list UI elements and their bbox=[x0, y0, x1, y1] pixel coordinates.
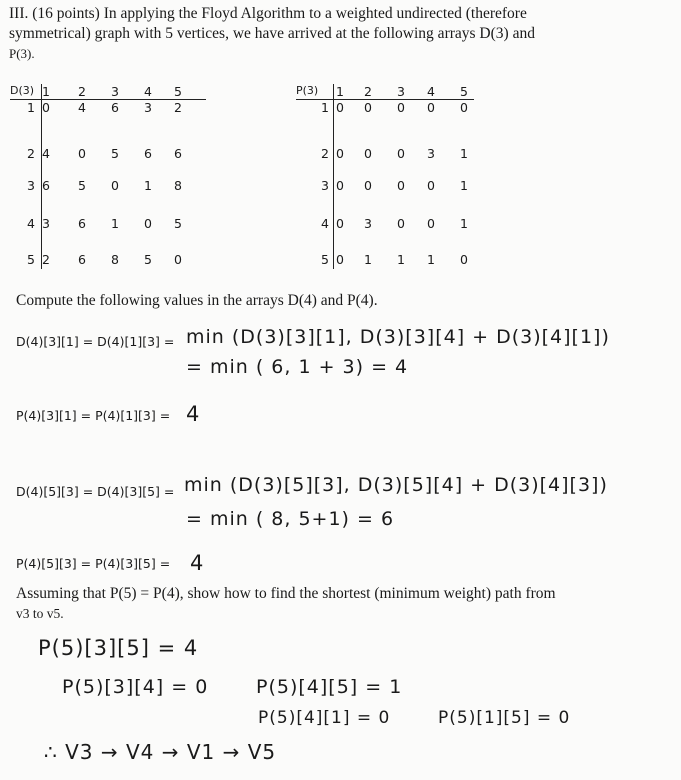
p3-cell: 0 bbox=[460, 252, 468, 267]
p3-col-header: 1 bbox=[336, 84, 344, 99]
p3-cell: 1 bbox=[460, 178, 468, 193]
p3-row-index: 1 bbox=[321, 100, 329, 115]
p3-cell: 1 bbox=[397, 252, 405, 267]
d4-3-1-label: D(4)[3][1] = D(4)[1][3] = bbox=[16, 334, 175, 349]
d3-cell: 3 bbox=[144, 100, 152, 115]
d3-cell: 0 bbox=[174, 252, 182, 267]
d4-5-3-work-2: = min ( 8, 5+1) = 6 bbox=[186, 508, 395, 530]
d3-cell: 6 bbox=[78, 216, 86, 231]
d3-cell: 6 bbox=[144, 146, 152, 161]
path-line-2a: P(5)[3][4] = 0 bbox=[62, 676, 209, 698]
d3-cell: 6 bbox=[42, 178, 50, 193]
d3-col-header: 3 bbox=[111, 84, 119, 99]
p3-col-header: 5 bbox=[460, 84, 468, 99]
d3-cell: 0 bbox=[78, 146, 86, 161]
d3-cell: 5 bbox=[78, 178, 86, 193]
p3-row-index: 3 bbox=[321, 178, 329, 193]
d3-row-index: 5 bbox=[27, 252, 35, 267]
d3-cell: 0 bbox=[144, 216, 152, 231]
p3-cell: 0 bbox=[397, 100, 405, 115]
p3-row-index: 2 bbox=[321, 146, 329, 161]
d3-cell: 2 bbox=[174, 100, 182, 115]
d4-3-1-work-1: min (D(3)[3][1], D(3)[3][4] + D(3)[4][1]) bbox=[186, 326, 610, 348]
question-line-2: symmetrical) graph with 5 vertices, we have arrived at the following arrays D(3) and bbox=[9, 25, 535, 42]
p3-cell: 0 bbox=[336, 216, 344, 231]
p3-cell: 1 bbox=[364, 252, 372, 267]
d3-cell: 1 bbox=[144, 178, 152, 193]
d3-col-header: 2 bbox=[78, 84, 86, 99]
p3-row-index: 5 bbox=[321, 252, 329, 267]
d3-cell: 8 bbox=[174, 178, 182, 193]
path-conclusion: ∴ V3 → V4 → V1 → V5 bbox=[44, 740, 277, 764]
d3-cell: 3 bbox=[42, 216, 50, 231]
d3-row-index: 4 bbox=[27, 216, 35, 231]
path-line-1: P(5)[3][5] = 4 bbox=[38, 636, 199, 660]
d3-cell: 0 bbox=[42, 100, 50, 115]
p3-row-index: 4 bbox=[321, 216, 329, 231]
d3-cell: 6 bbox=[78, 252, 86, 267]
p3-cell: 0 bbox=[427, 178, 435, 193]
p3-cell: 0 bbox=[427, 216, 435, 231]
d3-cell: 6 bbox=[174, 146, 182, 161]
p3-col-header: 2 bbox=[364, 84, 372, 99]
d3-cell: 5 bbox=[144, 252, 152, 267]
p3-cell: 0 bbox=[364, 146, 372, 161]
p3-cell: 3 bbox=[364, 216, 372, 231]
assume-line-1: Assuming that P(5) = P(4), show how to find the shortest (minimum weight) path from bbox=[16, 585, 556, 602]
p3-col-header: 3 bbox=[397, 84, 405, 99]
p3-cell: 1 bbox=[427, 252, 435, 267]
p3-cell: 0 bbox=[336, 252, 344, 267]
p3-cell: 0 bbox=[364, 100, 372, 115]
path-line-2b: P(5)[4][5] = 1 bbox=[256, 676, 403, 698]
p4-5-3-label: P(4)[5][3] = P(4)[3][5] = bbox=[16, 556, 171, 571]
p3-cell: 0 bbox=[397, 216, 405, 231]
matrix-d3-label: D(3) bbox=[10, 84, 35, 97]
p4-3-1-label: P(4)[3][1] = P(4)[1][3] = bbox=[16, 408, 171, 423]
p3-cell: 0 bbox=[336, 100, 344, 115]
d3-cell: 0 bbox=[111, 178, 119, 193]
p3-cell: 0 bbox=[336, 178, 344, 193]
d3-col-header: 1 bbox=[42, 84, 50, 99]
p3-cell: 0 bbox=[397, 178, 405, 193]
d3-cell: 4 bbox=[42, 146, 50, 161]
p4-5-3-value: 4 bbox=[190, 551, 205, 575]
d4-5-3-label: D(4)[5][3] = D(4)[3][5] = bbox=[16, 484, 175, 499]
p3-cell: 0 bbox=[336, 146, 344, 161]
question-line-3: P(3). bbox=[9, 46, 35, 61]
p3-cell: 3 bbox=[427, 146, 435, 161]
p3-col-header: 4 bbox=[427, 84, 435, 99]
d3-cell: 6 bbox=[111, 100, 119, 115]
d4-5-3-work-1: min (D(3)[5][3], D(3)[5][4] + D(3)[4][3]) bbox=[184, 474, 608, 496]
matrix-d3 bbox=[10, 84, 210, 274]
d3-row-index: 1 bbox=[27, 100, 35, 115]
matrix-p3-label: P(3) bbox=[296, 84, 319, 97]
d3-cell: 2 bbox=[42, 252, 50, 267]
path-line-3a: P(5)[4][1] = 0 bbox=[258, 708, 391, 728]
question-line-1: III. (16 points) In applying the Floyd Algorithm to a weighted undirected (therefore bbox=[9, 5, 527, 22]
p3-cell: 0 bbox=[364, 178, 372, 193]
path-line-3b: P(5)[1][5] = 0 bbox=[438, 708, 571, 728]
d3-col-header: 5 bbox=[174, 84, 182, 99]
d3-cell: 5 bbox=[111, 146, 119, 161]
d3-cell: 8 bbox=[111, 252, 119, 267]
d3-cell: 5 bbox=[174, 216, 182, 231]
p3-cell: 0 bbox=[397, 146, 405, 161]
compute-instruction: Compute the following values in the arrays D(4) and P(4). bbox=[16, 292, 378, 309]
d3-cell: 1 bbox=[111, 216, 119, 231]
matrix-p3 bbox=[296, 84, 486, 274]
assume-line-2: v3 to v5. bbox=[16, 606, 64, 621]
d3-row-index: 3 bbox=[27, 178, 35, 193]
d3-row-index: 2 bbox=[27, 146, 35, 161]
d3-col-header: 4 bbox=[144, 84, 152, 99]
p3-cell: 1 bbox=[460, 146, 468, 161]
p3-cell: 1 bbox=[460, 216, 468, 231]
p4-3-1-value: 4 bbox=[186, 402, 201, 426]
p3-cell: 0 bbox=[460, 100, 468, 115]
d4-3-1-work-2: = min ( 6, 1 + 3) = 4 bbox=[186, 356, 409, 378]
d3-cell: 4 bbox=[78, 100, 86, 115]
p3-cell: 0 bbox=[427, 100, 435, 115]
